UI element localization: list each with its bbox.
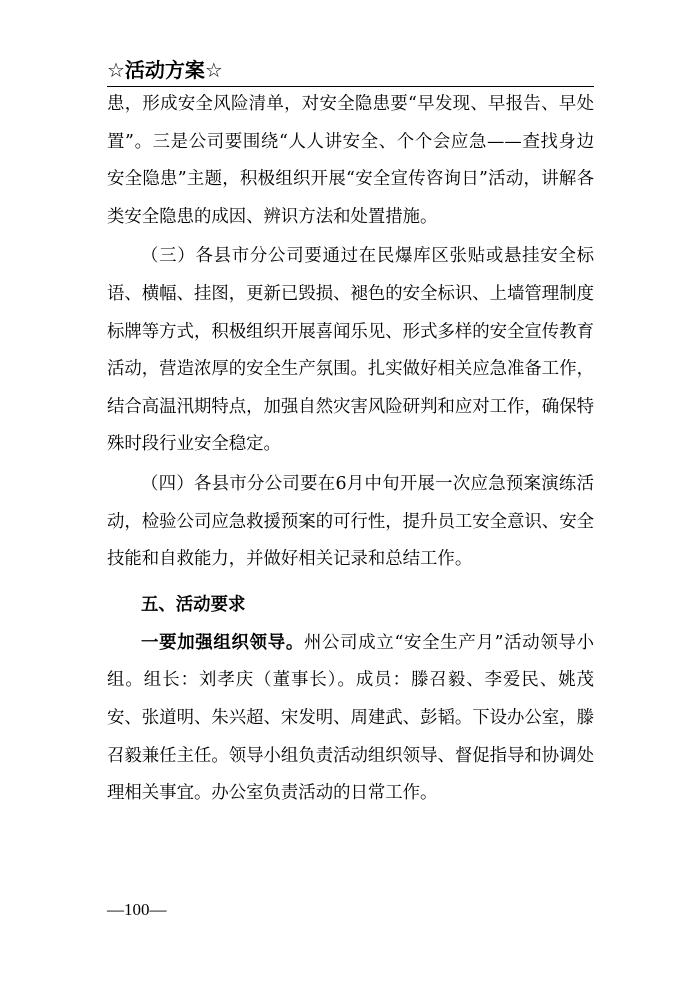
- section-heading: 五、活动要求: [141, 594, 246, 615]
- document-body: [107, 86, 594, 813]
- paragraph-item-3: （三）各县市分公司要通过在民爆库区张贴或悬挂安全标语、横幅、挂图，更新已毁损、褪色的安全标识、上墙管理制度标牌等方式，积极组织开展喜闻乐见、形式多样的安全宣传教育活动，营造浓厚的安全生产氛围。扎实做好相关应急准备工作，结合高温汛期特点，加强自然灾害风险研判和应对工作，确保特殊时段行业安全稳定。: [107, 246, 594, 455]
- page-header-title: ☆活动方案☆: [107, 57, 594, 87]
- paragraph-continuation: 患，形成安全风险清单，对安全隐患要“早发现、早报告、早处置”。三是公司要围绕“人人讲安全、个个会应急——查找身边安全隐患”主题，积极组织开展“安全宣传咨询日”活动，讲解各类安全隐患的成因、辨识方法和处置措施。: [107, 94, 594, 227]
- paragraph-requirement-1: [107, 625, 594, 813]
- paragraph-item-4: （四）各县市分公司要在6月中旬开展一次应急预案演练活动，检验公司应急救援预案的可行性，提升员工安全意识、安全技能和自救能力，并做好相关记录和总结工作。: [107, 473, 594, 570]
- page-number: —100—: [107, 900, 167, 919]
- requirement-body-text: 州公司成立“安全生产月”活动领导小组。组长：刘孝庆（董事长）。成员：滕召毅、李爱民、姚茂安、张道明、朱兴超、宋发明、周建武、彭韬。下设办公室，滕召毅兼任主任。领导小组负责活动组织领导、督促指导和协调处理相关事宜。办公室负责活动的日常工作。: [107, 632, 594, 804]
- requirement-lead-text: 一要加强组织领导。: [141, 632, 304, 653]
